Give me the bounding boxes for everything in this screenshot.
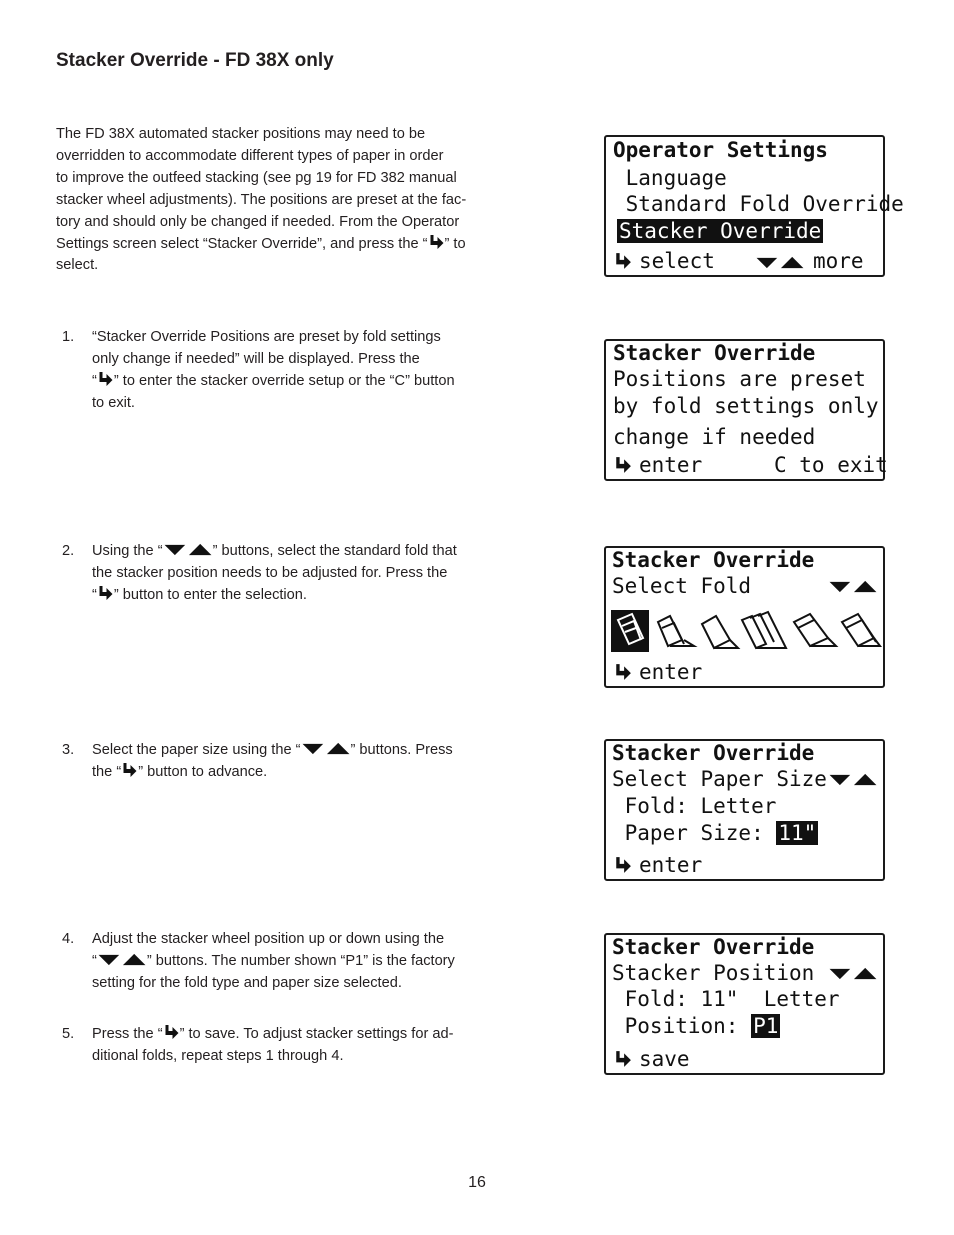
down-up-arrows-icon bbox=[755, 255, 805, 270]
step-5-text: Press the “ ” to save. To adjust stacker settings for ad- ditional folds, repeat steps 1 through 4. bbox=[92, 1026, 454, 1064]
fold-gate-icon bbox=[842, 614, 880, 646]
fold-double-parallel-icon bbox=[742, 612, 786, 648]
lcd-stacker-override-intro bbox=[604, 339, 888, 481]
step-4-text: Adjust the stacker wheel position up or down using the “ ” buttons. The number shown “P1” is the factory setting for the fold type and paper size selected. bbox=[92, 931, 455, 991]
intro-line: The FD 38X automated stacker positions may need to be bbox=[56, 126, 426, 142]
lcd-stacker-position bbox=[604, 933, 885, 1075]
lcd-menu-item: Standard Fold Override bbox=[613, 192, 904, 216]
lcd-selected-value: 11" bbox=[778, 821, 817, 845]
fold-z-icon bbox=[658, 616, 694, 646]
enter-arrow-icon bbox=[121, 762, 138, 778]
fold-half-icon bbox=[794, 614, 836, 646]
lcd-title: Stacker Override bbox=[612, 548, 815, 572]
enter-arrow-icon bbox=[97, 585, 114, 601]
down-up-arrows-icon bbox=[828, 966, 878, 981]
fold-selector bbox=[610, 608, 882, 654]
down-up-arrows-icon bbox=[828, 772, 878, 787]
step-3-text: Select the paper size using the “ ” buttons. Press the “ ” button to advance. bbox=[92, 742, 453, 780]
intro-line: Settings screen select “Stacker Override”, and press the “ ” to bbox=[56, 235, 466, 252]
lcd-operator-settings bbox=[604, 135, 904, 277]
enter-arrow-icon bbox=[614, 856, 632, 874]
lcd-selected-value: P1 bbox=[753, 1014, 779, 1038]
lcd-enter-label: enter bbox=[639, 853, 703, 877]
lcd-exit-label: C to exit bbox=[774, 453, 888, 477]
step-number: 1. bbox=[62, 329, 75, 345]
intro-line: stacker wheel adjustments). The positions are preset at the fac- bbox=[56, 191, 467, 208]
lcd-title: Stacker Override bbox=[612, 741, 815, 765]
step-2-text: Using the “ ” buttons, select the standard fold that the stacker position needs to be adjusted for. Press the “ ” button to enter the selection. bbox=[92, 543, 457, 603]
fold-single-icon bbox=[702, 616, 738, 648]
enter-arrow-icon bbox=[163, 1024, 180, 1040]
step-number: 5. bbox=[62, 1026, 75, 1042]
down-up-arrows-icon bbox=[163, 542, 213, 557]
lcd-enter-label: enter bbox=[639, 453, 703, 477]
down-up-arrows-icon bbox=[828, 579, 878, 594]
step-number: 4. bbox=[62, 931, 75, 947]
lcd-text: Select Paper Size bbox=[612, 767, 827, 791]
section-title: Stacker Override - FD 38X only bbox=[56, 50, 334, 71]
lcd-text: Fold: Letter bbox=[612, 794, 777, 818]
intro-line: to improve the outfeed stacking (see pg 19 for FD 382 manual bbox=[56, 169, 457, 186]
lcd-save-label: save bbox=[639, 1047, 690, 1071]
lcd-select-fold bbox=[604, 546, 885, 688]
lcd-title: Stacker Override bbox=[613, 341, 816, 365]
enter-arrow-icon bbox=[614, 456, 632, 474]
intro-line: select. bbox=[56, 257, 99, 274]
lcd-text: Stacker Position bbox=[612, 961, 815, 985]
intro-paragraph bbox=[56, 124, 506, 277]
lcd-select-label: select bbox=[639, 249, 715, 273]
fold-letter-icon bbox=[611, 610, 649, 652]
lcd-text: Positions are preset bbox=[613, 367, 866, 391]
down-up-arrows-icon bbox=[97, 952, 147, 967]
lcd-text: Fold: 11" Letter bbox=[612, 987, 840, 1011]
lcd-title: Stacker Override bbox=[612, 935, 815, 959]
lcd-text: Select Fold bbox=[612, 574, 752, 598]
intro-line: overridden to accommodate different types of paper in order bbox=[56, 147, 444, 164]
enter-arrow-icon bbox=[614, 663, 632, 681]
lcd-text: by fold settings only bbox=[613, 394, 879, 418]
lcd-text: Position: bbox=[612, 1014, 752, 1038]
lcd-menu-item: Language bbox=[613, 166, 727, 190]
page-number: 16 bbox=[468, 1174, 486, 1191]
step-1-text: “Stacker Override Positions are preset by fold settings only change if needed” will be displayed. Press the “ ” to enter the stacker override setup or the “C” button to exit. bbox=[92, 329, 455, 411]
lcd-text: Paper Size: bbox=[612, 821, 777, 845]
step-number: 2. bbox=[62, 543, 75, 559]
enter-arrow-icon bbox=[428, 234, 445, 250]
enter-arrow-icon bbox=[614, 252, 632, 270]
intro-line: tory and should only be changed if needed. From the Operator bbox=[56, 213, 460, 230]
lcd-title: Operator Settings bbox=[613, 138, 828, 162]
lcd-text: change if needed bbox=[613, 425, 816, 449]
enter-arrow-icon bbox=[97, 371, 114, 387]
lcd-enter-label: enter bbox=[639, 660, 703, 684]
lcd-menu-item-selected: Stacker Override bbox=[619, 219, 822, 243]
down-up-arrows-icon bbox=[301, 741, 351, 756]
step-number: 3. bbox=[62, 742, 75, 758]
enter-arrow-icon bbox=[614, 1050, 632, 1068]
lcd-more-label: more bbox=[813, 249, 864, 273]
lcd-select-paper-size bbox=[604, 739, 885, 881]
